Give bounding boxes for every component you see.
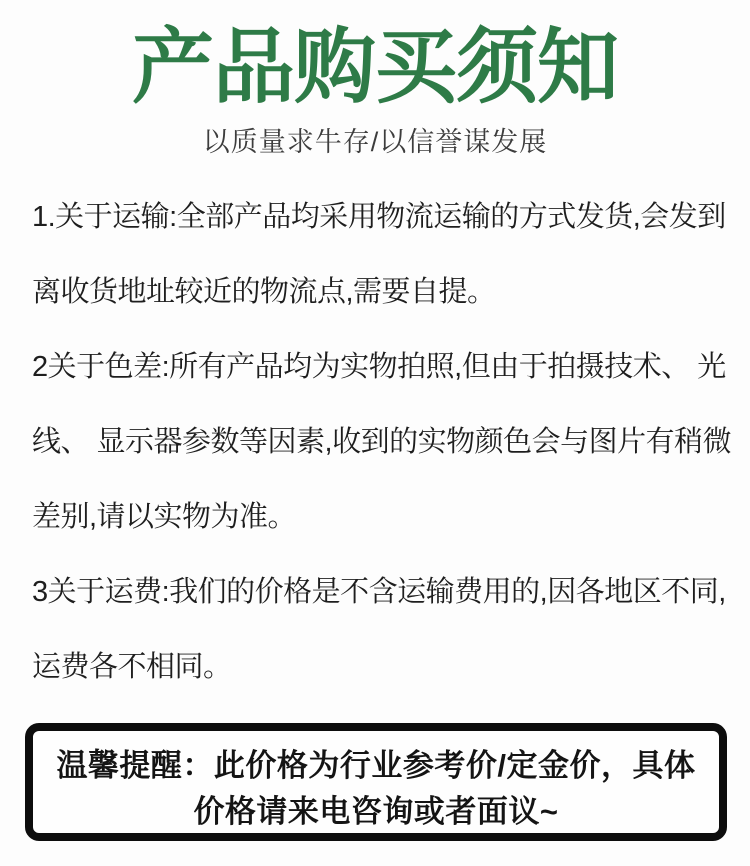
body-line-freight-1: 3关于运费:我们的价格是不含运输费用的,因各地区不同, [32,576,726,608]
body-line-freight-2: 运费各不相同。 [32,651,232,683]
body-line-shipping-1: 1.关于运输:全部产品均采用物流运输的方式发货,会发到 [32,201,726,233]
body-line-color-1: 2关于色差:所有产品均为实物拍照,但由于拍摄技术、 光 [32,351,726,383]
reminder-line-2: 价格请来电咨询或者面议~ [193,794,559,829]
notice-body [0,180,750,705]
body-line-color-2: 线、 显示器参数等因素,收到的实物颜色会与图片有稍微 [32,426,732,458]
page-title: 产品购买须知 [131,22,618,113]
body-line-color-3: 差别,请以实物为准。 [32,501,297,533]
body-line-shipping-2: 离收货地址较近的物流点,需要自提。 [32,276,496,308]
reminder-box [25,723,727,841]
reminder-line-1: 温馨提醒：此价格为行业参考价/定金价，具体 [56,748,696,783]
page-subtitle: 以质量求牛存/以信誉谋发展 [202,127,548,157]
